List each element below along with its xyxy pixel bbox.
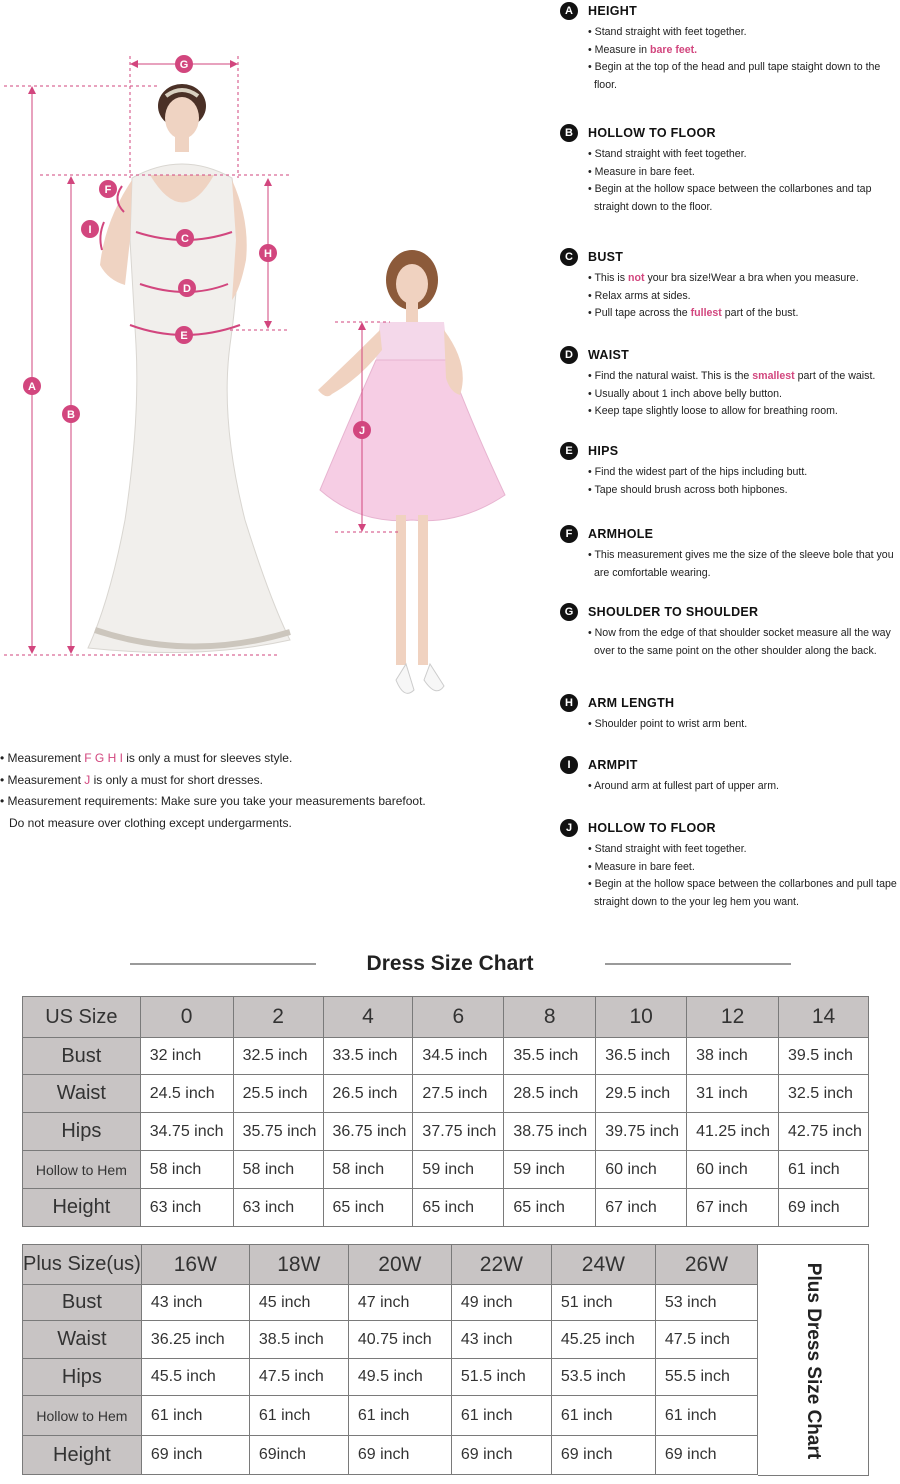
size-column-header: 16W xyxy=(141,1245,249,1285)
table-cell: 24.5 inch xyxy=(140,1075,233,1113)
row-label: Height xyxy=(23,1436,142,1475)
guide-title: HIPS xyxy=(588,444,619,458)
row-label: Hips xyxy=(23,1359,142,1396)
guide-title: WAIST xyxy=(588,348,630,362)
table-cell: 61 inch xyxy=(141,1396,249,1436)
size-column-header: 12 xyxy=(687,997,779,1038)
size-column-header: 0 xyxy=(140,997,233,1038)
table-cell: 49.5 inch xyxy=(348,1359,451,1396)
row-label: Hollow to Hem xyxy=(23,1396,142,1436)
size-column-header: 2 xyxy=(233,997,323,1038)
guide-line: • Find the widest part of the hips including butt. xyxy=(588,466,808,478)
marker-a: A xyxy=(28,381,36,393)
marker-c: C xyxy=(181,233,189,245)
table-row xyxy=(23,1436,758,1475)
table-cell: 69 inch xyxy=(451,1436,551,1475)
table-cell: 26.5 inch xyxy=(323,1075,413,1113)
table-cell: 40.75 inch xyxy=(348,1321,451,1359)
size-column-header: 24W xyxy=(551,1245,655,1285)
guide-lines xyxy=(588,464,898,499)
measurement-illustration xyxy=(0,0,560,740)
note-sleeves: • Measurement F G H I is only a must for sleeves style. xyxy=(0,751,293,765)
table-cell: 69 inch xyxy=(348,1436,451,1475)
table-cell: 35.75 inch xyxy=(233,1113,323,1151)
table-cell: 43 inch xyxy=(141,1285,249,1321)
guide-line: • Pull tape across the fullest part of the bust. xyxy=(588,307,799,319)
letter-badge: C xyxy=(560,248,578,266)
size-column-header: 10 xyxy=(596,997,687,1038)
table-cell: 42.75 inch xyxy=(779,1113,869,1151)
guide-title: ARMHOLE xyxy=(588,527,654,541)
guide-line: • Keep tape slightly loose to allow for breathing room. xyxy=(588,405,838,417)
size-column-header: 22W xyxy=(451,1245,551,1285)
guide-title: HOLLOW TO FLOOR xyxy=(588,821,716,835)
table-cell: 38 inch xyxy=(687,1038,779,1075)
table-cell: 36.75 inch xyxy=(323,1113,413,1151)
table-cell: 69 inch xyxy=(779,1189,869,1227)
table-cell: 39.5 inch xyxy=(779,1038,869,1075)
table-cell: 25.5 inch xyxy=(233,1075,323,1113)
guide-line: • Shoulder point to wrist arm bent. xyxy=(588,718,748,730)
guide-line: • Begin at the hollow space between the collarbones and tap straight down to the floor. xyxy=(588,183,872,213)
guide-line: • Stand straight with feet together. xyxy=(588,26,747,38)
table-cell: 32.5 inch xyxy=(233,1038,323,1075)
table-cell: 69 inch xyxy=(141,1436,249,1475)
table-cell: 47.5 inch xyxy=(655,1321,757,1359)
table-cell: 61 inch xyxy=(779,1151,869,1189)
table-cell: 47.5 inch xyxy=(249,1359,348,1396)
guide-line: • Measure in bare feet. xyxy=(588,43,698,56)
letter-badge: A xyxy=(560,2,578,20)
table-cell: 55.5 inch xyxy=(655,1359,757,1396)
marker-b: B xyxy=(67,409,75,421)
table-cell: 61 inch xyxy=(551,1396,655,1436)
table-cell: 33.5 inch xyxy=(323,1038,413,1075)
marker-i: I xyxy=(88,224,92,236)
table-row xyxy=(23,1359,758,1396)
table-cell: 61 inch xyxy=(249,1396,348,1436)
table-cell: 61 inch xyxy=(348,1396,451,1436)
note-barefoot: • Measurement requirements: Make sure you take your measurements barefoot. xyxy=(0,794,426,808)
note-short-dresses: • Measurement J is only a must for short dresses. xyxy=(0,772,263,787)
size-column-header: 6 xyxy=(413,997,504,1038)
measurement-diagram xyxy=(0,0,560,740)
guide-title: ARM LENGTH xyxy=(588,696,675,710)
table-cell: 38.5 inch xyxy=(249,1321,348,1359)
size-column-header: 14 xyxy=(779,997,869,1038)
guide-title: HOLLOW TO FLOOR xyxy=(588,126,716,140)
marker-h: H xyxy=(264,248,272,260)
letter-badge: G xyxy=(560,603,578,621)
table-cell: 32 inch xyxy=(140,1038,233,1075)
table-cell: 31 inch xyxy=(687,1075,779,1113)
row-label: Waist xyxy=(23,1075,141,1113)
table-row xyxy=(23,1189,869,1227)
table-cell: 67 inch xyxy=(596,1189,687,1227)
table-cell: 58 inch xyxy=(233,1151,323,1189)
row-label: Hips xyxy=(23,1113,141,1151)
letter-badge: I xyxy=(560,756,578,774)
guide-title: HEIGHT xyxy=(588,4,638,18)
table-row xyxy=(23,1038,869,1075)
table-cell: 67 inch xyxy=(687,1189,779,1227)
divider-right xyxy=(605,963,791,965)
guide-line: • Stand straight with feet together. xyxy=(588,148,747,160)
guide-lines xyxy=(588,778,898,796)
table-cell: 58 inch xyxy=(140,1151,233,1189)
guide-title: SHOULDER TO SHOULDER xyxy=(588,605,759,619)
row-label: Hollow to Hem xyxy=(23,1151,141,1189)
guide-line: • Begin at the top of the head and pull tape staight down to the floor. xyxy=(588,61,881,91)
table-cell: 39.75 inch xyxy=(596,1113,687,1151)
size-column-header: 26W xyxy=(655,1245,757,1285)
letter-badge: E xyxy=(560,442,578,460)
size-column-header: 20W xyxy=(348,1245,451,1285)
table-cell: 28.5 inch xyxy=(504,1075,596,1113)
size-header-label: US Size xyxy=(23,997,141,1038)
table-cell: 47 inch xyxy=(348,1285,451,1321)
table-cell: 32.5 inch xyxy=(779,1075,869,1113)
size-header-label: Plus Size(us) xyxy=(23,1245,142,1285)
guide-line: • This measurement gives me the size of the sleeve bole that you are comfortable wearing. xyxy=(588,549,894,579)
table-cell: 36.5 inch xyxy=(596,1038,687,1075)
plus-side-label: Plus Dress Size Chart xyxy=(758,1244,869,1476)
table-cell: 43 inch xyxy=(451,1321,551,1359)
table-cell: 35.5 inch xyxy=(504,1038,596,1075)
table-cell: 63 inch xyxy=(140,1189,233,1227)
guide-lines xyxy=(588,716,898,734)
letter-badge: B xyxy=(560,124,578,142)
guide-lines xyxy=(588,625,898,660)
guide-lines xyxy=(588,146,898,216)
us-size-table xyxy=(22,996,869,1227)
letter-badge: H xyxy=(560,694,578,712)
guide-line: • Now from the edge of that shoulder socket measure all the way over to the same point on the other shoulder along the back. xyxy=(588,627,891,657)
table-cell: 49 inch xyxy=(451,1285,551,1321)
guide-line: • Usually about 1 inch above belly button. xyxy=(588,387,782,400)
guide-title: ARMPIT xyxy=(588,758,638,772)
chart-title: Dress Size Chart xyxy=(366,952,534,975)
table-cell: 65 inch xyxy=(323,1189,413,1227)
plus-size-table xyxy=(22,1244,758,1475)
table-cell: 69 inch xyxy=(655,1436,757,1475)
guide-line: • Tape should brush across both hipbones. xyxy=(588,483,788,496)
table-row xyxy=(23,1151,869,1189)
guide-lines xyxy=(588,841,898,911)
note-undergarments: Do not measure over clothing except undergarments. xyxy=(9,815,292,830)
table-cell: 63 inch xyxy=(233,1189,323,1227)
table-cell: 69 inch xyxy=(551,1436,655,1475)
table-cell: 36.25 inch xyxy=(141,1321,249,1359)
guide-line: • Around arm at fullest part of upper arm. xyxy=(588,780,779,792)
table-cell: 45.5 inch xyxy=(141,1359,249,1396)
short-dress-figure xyxy=(318,250,505,693)
table-row xyxy=(23,1285,758,1321)
letter-badge: F xyxy=(560,525,578,543)
marker-d: D xyxy=(183,283,191,295)
size-column-header: 8 xyxy=(504,997,596,1038)
table-cell: 53.5 inch xyxy=(551,1359,655,1396)
letter-badge: D xyxy=(560,346,578,364)
row-label: Waist xyxy=(23,1321,142,1359)
guide-line: • Begin at the hollow space between the collarbones and pull tape straight down to the your leg hem you want. xyxy=(588,878,897,908)
guide-line: • Find the natural waist. This is the smallest part of the waist. xyxy=(588,370,876,382)
guide-line: • Measure in bare feet. xyxy=(588,165,695,178)
size-column-header: 4 xyxy=(323,997,413,1038)
row-label: Height xyxy=(23,1189,141,1227)
table-row xyxy=(23,1396,758,1436)
measurement-notes xyxy=(0,748,560,834)
table-cell: 37.75 inch xyxy=(413,1113,504,1151)
letter-badge: J xyxy=(560,819,578,837)
row-label: Bust xyxy=(23,1285,142,1321)
marker-g: G xyxy=(179,59,189,71)
table-cell: 41.25 inch xyxy=(687,1113,779,1151)
table-cell: 27.5 inch xyxy=(413,1075,504,1113)
table-cell: 34.75 inch xyxy=(140,1113,233,1151)
guide-line: • This is not your bra size!Wear a bra when you measure. xyxy=(588,272,859,284)
guide-lines xyxy=(588,24,898,94)
table-row xyxy=(23,1321,758,1359)
table-cell: 59 inch xyxy=(504,1151,596,1189)
guide-title: BUST xyxy=(588,250,624,264)
table-cell: 45.25 inch xyxy=(551,1321,655,1359)
table-cell: 61 inch xyxy=(655,1396,757,1436)
gown-figure xyxy=(88,84,290,653)
table-cell: 51.5 inch xyxy=(451,1359,551,1396)
table-cell: 38.75 inch xyxy=(504,1113,596,1151)
row-label: Bust xyxy=(23,1038,141,1075)
guide-line: • Relax arms at sides. xyxy=(588,289,691,302)
table-cell: 60 inch xyxy=(687,1151,779,1189)
guide-line: • Measure in bare feet. xyxy=(588,860,695,873)
guide-lines xyxy=(588,547,898,582)
table-cell: 65 inch xyxy=(504,1189,596,1227)
table-cell: 65 inch xyxy=(413,1189,504,1227)
table-cell: 34.5 inch xyxy=(413,1038,504,1075)
size-column-header: 18W xyxy=(249,1245,348,1285)
table-cell: 60 inch xyxy=(596,1151,687,1189)
guide-lines xyxy=(588,368,898,421)
marker-j: J xyxy=(358,425,366,437)
table-cell: 29.5 inch xyxy=(596,1075,687,1113)
table-cell: 69inch xyxy=(249,1436,348,1475)
table-row xyxy=(23,1075,869,1113)
marker-f: F xyxy=(104,184,112,196)
table-cell: 45 inch xyxy=(249,1285,348,1321)
guide-lines xyxy=(588,270,898,323)
table-cell: 59 inch xyxy=(413,1151,504,1189)
table-cell: 58 inch xyxy=(323,1151,413,1189)
table-cell: 53 inch xyxy=(655,1285,757,1321)
table-row xyxy=(23,1113,869,1151)
marker-e: E xyxy=(180,330,188,342)
table-cell: 51 inch xyxy=(551,1285,655,1321)
table-cell: 61 inch xyxy=(451,1396,551,1436)
guide-line: • Stand straight with feet together. xyxy=(588,843,747,855)
